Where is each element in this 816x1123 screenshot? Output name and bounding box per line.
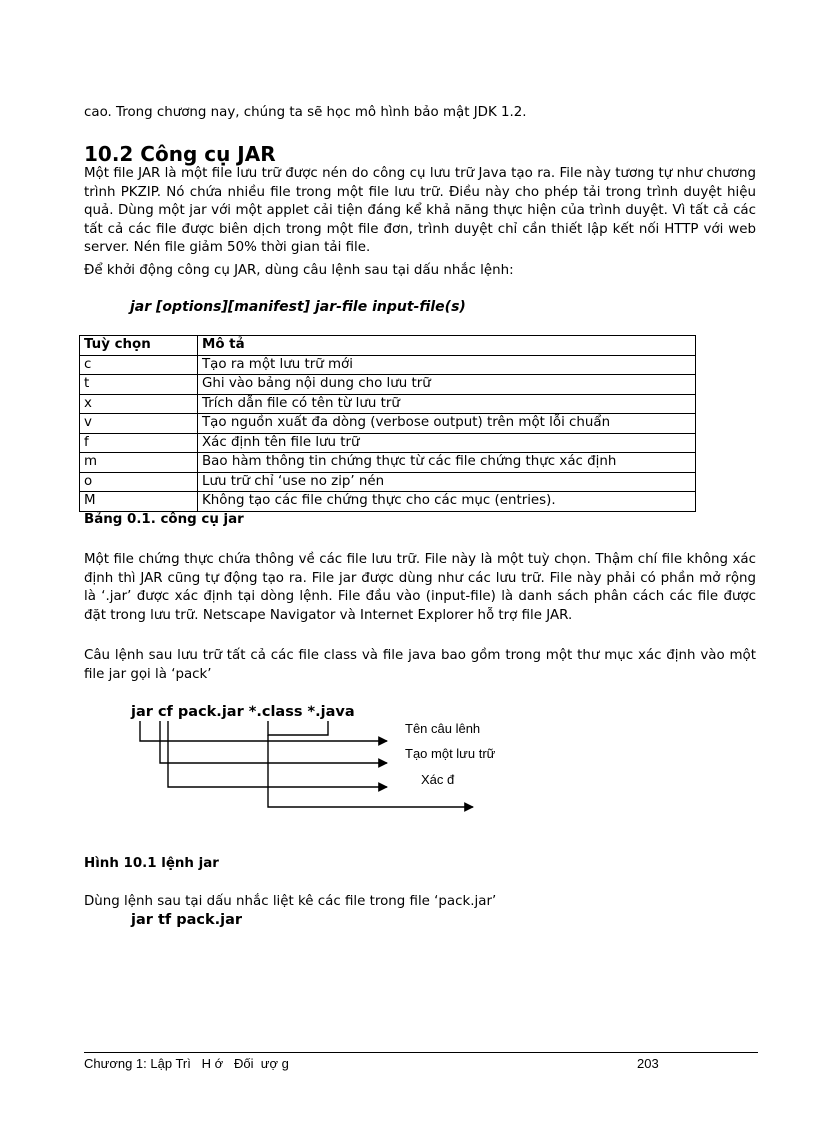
description-cell: Tạo nguồn xuất đa dòng (verbose output) trên một lỗi chuẩn	[198, 414, 696, 434]
intro-line: cao. Trong chương nay, chúng ta sẽ học mô hình bảo mật JDK 1.2.	[84, 105, 527, 120]
description-cell: Ghi vào bảng nội dung cho lưu trữ	[198, 375, 696, 395]
list-instruction: Dùng lệnh sau tại dấu nhắc liệt kê các file trong file ‘pack.jar’	[84, 894, 497, 909]
option-cell: o	[80, 472, 198, 492]
option-cell: m	[80, 453, 198, 473]
section-title: 10.2 Công cụ JAR	[84, 142, 276, 166]
section-paragraph-1: Một file JAR là một file lưu trữ được nén do công cụ lưu trữ Java tạo ra. File này tương tự như chương trình PKZIP. Nó chứa nhiều file trong một file lưu trữ. Điều này cho phép tải trong trình duyệt hiệu quả. Dùng một jar với một applet cải tiện đáng kể khả năng thực hiện của trình duyệt. Vì tất cả các tất cả các file được biên dịch trong một file đơn, trình duyệt chỉ cần thiết lập kết nối HTTP với web server. Nén file giảm 50% thời gian tải file.	[84, 166, 756, 255]
figure-label-specify: Xác đ	[421, 772, 455, 787]
description-cell: Lưu trữ chỉ ‘use no zip’ nén	[198, 472, 696, 492]
option-cell: c	[80, 355, 198, 375]
option-cell: x	[80, 394, 198, 414]
option-cell: f	[80, 433, 198, 453]
footer-rule	[84, 1052, 758, 1053]
arrow-command-name	[140, 721, 387, 741]
body-paragraph-2: Câu lệnh sau lưu trữ tất cả các file class và file java bao gồm trong một thư mục xác định vào một file jar gọi là ‘pack’	[84, 648, 756, 682]
description-cell: Bao hàm thông tin chứng thực từ các file chứng thực xác định	[198, 453, 696, 473]
figure-bracket	[268, 721, 328, 735]
description-cell: Tạo ra một lưu trữ mới	[198, 355, 696, 375]
figure-caption: Hình 10.1 lệnh jar	[84, 856, 219, 871]
description-cell: Trích dẫn file có tên từ lưu trữ	[198, 394, 696, 414]
arrow-file	[168, 721, 387, 787]
list-command: jar tf pack.jar	[131, 912, 243, 928]
figure-label-create: Tạo một lưu trữ	[405, 746, 496, 761]
option-cell: t	[80, 375, 198, 395]
figure-label-command: Tên câu lênh	[405, 721, 481, 736]
table-header-description: Mô tả	[198, 336, 696, 356]
description-cell: Không tạo các file chứng thực cho các mục (entries).	[198, 492, 696, 512]
footer-chapter: Chương 1: Lập Trì H ớ Đối ượ g	[84, 1056, 289, 1071]
description-cell: Xác định tên file lưu trữ	[198, 433, 696, 453]
arrow-create	[160, 721, 387, 763]
section-paragraph-2: Để khởi động công cụ JAR, dùng câu lệnh sau tại dấu nhắc lệnh:	[84, 263, 514, 278]
table-header-option: Tuỳ chọn	[80, 336, 198, 356]
figure-command: jar cf pack.jar *.class *.java	[131, 704, 355, 720]
option-cell: v	[80, 414, 198, 434]
table-caption: Bảng 0.1. công cụ jar	[84, 512, 244, 527]
option-cell: M	[80, 492, 198, 512]
syntax-line: jar [options][manifest] jar-file input-file(s)	[130, 299, 466, 315]
footer-page-number: 203	[637, 1056, 659, 1071]
body-paragraph-1: Một file chứng thực chứa thông về các file lưu trữ. File này là một tuỳ chọn. Thậm chí file không xác định thì JAR cũng tự động tạo ra. File jar được dùng như các lưu trữ. File này phải có phần mở rộng là ‘.jar’ được xác định tại dòng lệnh. File đầu vào (input-file) là danh sách phân cách các file được đặt trong lưu trữ. Netscape Navigator và Internet Explorer hỗ trợ file JAR.	[84, 552, 756, 623]
